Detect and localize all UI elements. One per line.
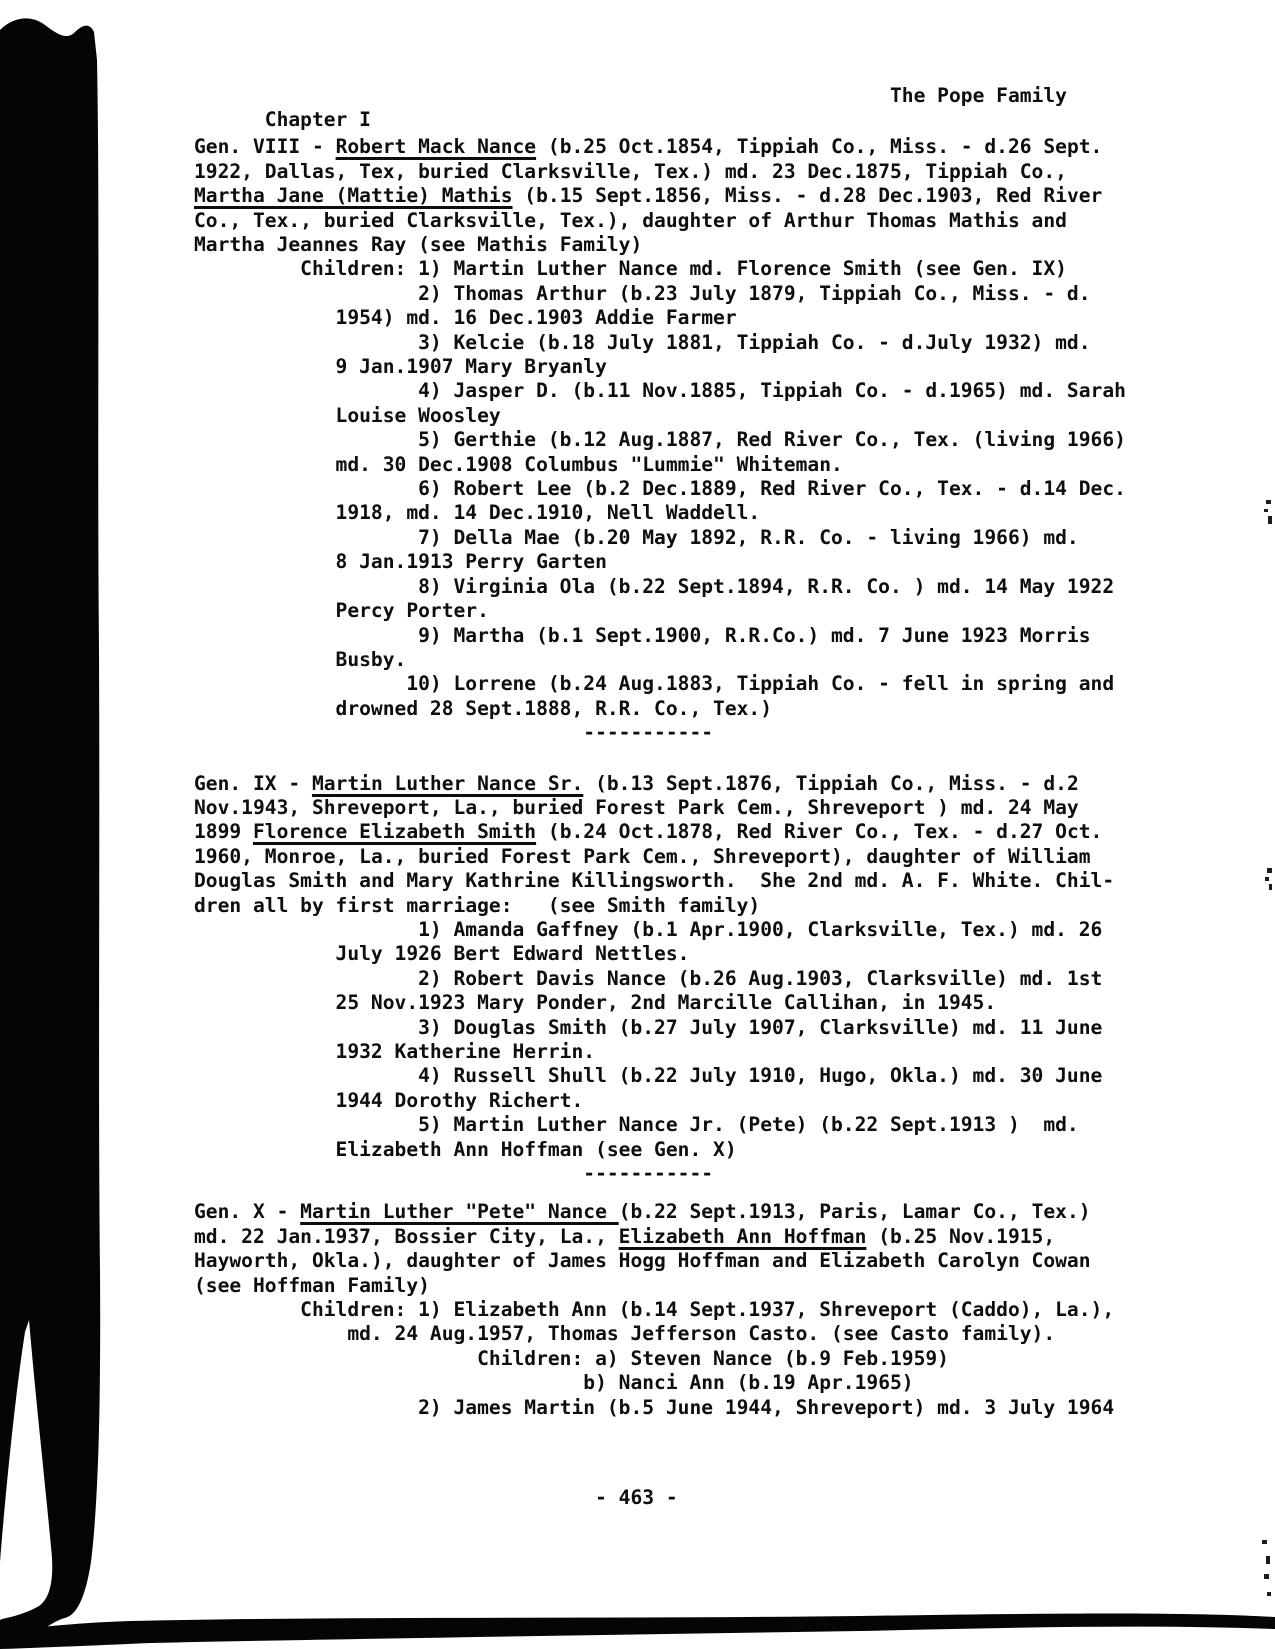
text-line	[194, 697, 1126, 721]
text-line	[194, 331, 1126, 355]
text-line	[194, 1396, 1126, 1420]
section-divider: -----------	[583, 1162, 714, 1186]
text-segment: Hayworth, Okla.), daughter of James Hogg Hoffman and Elizabeth Carolyn Cowan	[194, 1249, 1091, 1273]
text-line	[194, 1298, 1126, 1322]
text-segment: 2) Thomas Arthur (b.23 July 1879, Tippiah Co., Miss. - d.	[418, 281, 1091, 305]
text-line	[194, 991, 1126, 1015]
text-line	[194, 184, 1126, 208]
text-line	[194, 869, 1126, 893]
text-segment: (b.22 Sept.1913, Paris, Lamar Co., Tex.)	[618, 1200, 1091, 1224]
text-line	[194, 233, 1126, 257]
text-segment: 8) Virginia Ola (b.22 Sept.1894, R.R. Co. ) md. 14 May 1922	[418, 574, 1115, 598]
text-line	[194, 477, 1126, 501]
page-header	[194, 84, 1126, 132]
text-line	[194, 1274, 1126, 1298]
text-segment: 1918, md. 14 Dec.1910, Nell Waddell.	[335, 501, 761, 525]
text-segment: (b.24 Oct.1878, Red River Co., Tex. - d.27 Oct.	[536, 820, 1103, 844]
underlined-name: Florence Elizabeth Smith	[252, 820, 537, 844]
text-line	[194, 918, 1126, 942]
text-segment: Children: a) Steven Nance (b.9 Feb.1959)	[477, 1346, 949, 1370]
text-line	[194, 672, 1126, 696]
binding-shadow-blob	[0, 18, 100, 1646]
text-segment: 25 Nov.1923 Mary Ponder, 2nd Marcille Callihan, in 1945.	[335, 991, 997, 1015]
text-line	[194, 796, 1126, 820]
underlined-name: Martin Luther "Pete" Nance	[300, 1200, 619, 1224]
text-line	[194, 1064, 1126, 1088]
page-number: - 463 -	[595, 1486, 678, 1510]
text-segment: 5) Martin Luther Nance Jr. (Pete) (b.22 Sept.1913 ) md.	[418, 1113, 1079, 1137]
text-line	[194, 379, 1126, 403]
text-line	[194, 1347, 1126, 1371]
text-segment: b) Nanci Ann (b.19 Apr.1965)	[583, 1371, 914, 1395]
text-segment: 1954) md. 16 Dec.1903 Addie Farmer	[335, 306, 737, 330]
text-segment: 9) Martha (b.1 Sept.1900, R.R.Co.) md. 7 June 1923 Morris	[418, 623, 1091, 647]
text-segment: Nov.1943, Shreveport, La., buried Forest Park Cem., Shreveport ) md. 24 May	[194, 795, 1079, 819]
text-line	[194, 624, 1126, 648]
text-line	[194, 942, 1126, 966]
text-segment: Louise Woosley	[335, 403, 501, 427]
text-segment: Children: 1) Martin Luther Nance md. Florence Smith (see Gen. IX)	[300, 257, 1067, 281]
text-line	[194, 1200, 1126, 1224]
text-segment: (b.25 Oct.1854, Tippiah Co., Miss. - d.26 Sept.	[536, 135, 1103, 159]
text-line	[194, 526, 1126, 550]
text-segment: 9 Jan.1907 Mary Bryanly	[335, 355, 607, 379]
text-segment: (b.13 Sept.1876, Tippiah Co., Miss. - d.2	[583, 771, 1079, 795]
text-line	[194, 1322, 1126, 1346]
bottom-scan-streak	[0, 1614, 1275, 1649]
text-line	[194, 501, 1126, 525]
gen-viii-record	[194, 135, 1126, 721]
text-segment: md. 24 Aug.1957, Thomas Jefferson Casto. (see Casto family).	[347, 1322, 1056, 1346]
text-line	[194, 575, 1126, 599]
text-segment: Children: 1) Elizabeth Ann (b.14 Sept.1937, Shreveport (Caddo), La.),	[300, 1298, 1115, 1322]
text-line	[194, 1225, 1126, 1249]
gen-ix-record	[194, 772, 1126, 1163]
typewritten-text-block	[194, 84, 1126, 1511]
text-segment: Busby.	[335, 647, 407, 671]
text-line	[194, 1113, 1126, 1137]
text-line	[194, 1016, 1126, 1040]
text-segment: 1960, Monroe, La., buried Forest Park Cem., Shreveport), daughter of William	[194, 844, 1091, 868]
text-segment: 7) Della Mae (b.20 May 1892, R.R. Co. - living 1966) md.	[418, 525, 1079, 549]
text-segment: 1944 Dorothy Richert.	[335, 1088, 584, 1112]
text-segment: 2) James Martin (b.5 June 1944, Shreveport) md. 3 July 1964	[418, 1395, 1115, 1419]
text-segment: 5) Gerthie (b.12 Aug.1887, Red River Co., Tex. (living 1966)	[418, 428, 1126, 452]
text-line	[194, 599, 1126, 623]
text-line	[194, 209, 1126, 233]
text-segment: 2) Robert Davis Nance (b.26 Aug.1903, Clarksville) md. 1st	[418, 966, 1103, 990]
text-line	[194, 1138, 1126, 1162]
text-segment: 1932 Katherine Herrin.	[335, 1040, 596, 1064]
text-segment: Percy Porter.	[335, 599, 489, 623]
text-line	[194, 967, 1126, 991]
text-line	[194, 355, 1126, 379]
text-line	[194, 160, 1126, 184]
text-line	[194, 257, 1126, 281]
text-line	[194, 404, 1126, 428]
text-line	[194, 894, 1126, 918]
text-segment: 6) Robert Lee (b.2 Dec.1889, Red River Co., Tex. - d.14 Dec.	[418, 477, 1126, 501]
divider-1	[194, 721, 1126, 745]
text-segment: 1) Amanda Gaffney (b.1 Apr.1900, Clarksville, Tex.) md. 26	[418, 917, 1103, 941]
right-edge-specks	[1262, 500, 1272, 1596]
book-title: The Pope Family	[890, 84, 1067, 107]
text-segment: 4) Jasper D. (b.11 Nov.1885, Tippiah Co. - d.1965) md. Sarah	[418, 379, 1126, 403]
text-segment: Martha Jeannes Ray (see Mathis Family)	[194, 233, 643, 257]
underlined-name: Martin Luther Nance Sr.	[311, 771, 584, 795]
genealogy-sections	[194, 135, 1126, 1420]
text-segment: 1899	[194, 820, 253, 844]
text-segment: (see Hoffman Family)	[194, 1273, 430, 1297]
text-line	[194, 845, 1126, 869]
text-line	[194, 1089, 1126, 1113]
divider-2	[194, 1162, 1126, 1186]
text-line	[194, 306, 1126, 330]
text-line	[194, 550, 1126, 574]
text-line	[194, 1249, 1126, 1273]
text-segment: Elizabeth Ann Hoffman (see Gen. X)	[335, 1137, 737, 1161]
underlined-name: Martha Jane (Mattie) Mathis	[194, 184, 513, 208]
gen-x-record	[194, 1200, 1126, 1420]
text-segment: Douglas Smith and Mary Kathrine Killingsworth. She 2nd md. A. F. White. Chil-	[194, 869, 1115, 893]
text-segment: Gen. X -	[194, 1200, 301, 1224]
text-segment: md. 30 Dec.1908 Columbus "Lummie" Whiteman.	[335, 452, 843, 476]
text-segment: md. 22 Jan.1937, Bossier City, La.,	[194, 1224, 619, 1248]
text-line	[194, 135, 1126, 159]
text-segment: dren all by first marriage: (see Smith family)	[194, 893, 761, 917]
text-line	[194, 453, 1126, 477]
text-segment: July 1926 Bert Edward Nettles.	[335, 942, 690, 966]
text-segment: Gen. VIII -	[194, 135, 336, 159]
text-segment: (b.15 Sept.1856, Miss. - d.28 Dec.1903, Red River	[512, 184, 1103, 208]
text-segment: 4) Russell Shull (b.22 July 1910, Hugo, Okla.) md. 30 June	[418, 1064, 1103, 1088]
text-line	[194, 428, 1126, 452]
text-segment: Co., Tex., buried Clarksville, Tex.), daughter of Arthur Thomas Mathis and	[194, 208, 1067, 232]
underlined-name: Robert Mack Nance	[335, 135, 537, 159]
text-line	[194, 820, 1126, 844]
text-segment: 8 Jan.1913 Perry Garten	[335, 550, 607, 574]
chapter-label: Chapter I	[264, 108, 371, 132]
underlined-name: Elizabeth Ann Hoffman	[618, 1224, 867, 1248]
text-segment: 3) Kelcie (b.18 July 1881, Tippiah Co. - d.July 1932) md.	[418, 330, 1091, 354]
text-line	[194, 1040, 1126, 1064]
text-segment: drowned 28 Sept.1888, R.R. Co., Tex.)	[335, 696, 773, 720]
text-segment: Gen. IX -	[194, 771, 312, 795]
section-divider: -----------	[583, 721, 714, 745]
text-line	[194, 648, 1126, 672]
text-line	[194, 282, 1126, 306]
text-line	[194, 772, 1126, 796]
text-line	[194, 1371, 1126, 1395]
text-segment: (b.25 Nov.1915,	[866, 1224, 1056, 1248]
text-segment: 3) Douglas Smith (b.27 July 1907, Clarksville) md. 11 June	[418, 1015, 1103, 1039]
text-segment: 1922, Dallas, Tex, buried Clarksville, Tex.) md. 23 Dec.1875, Tippiah Co.,	[194, 159, 1067, 183]
text-segment: 10) Lorrene (b.24 Aug.1883, Tippiah Co. - fell in spring and	[406, 672, 1115, 696]
